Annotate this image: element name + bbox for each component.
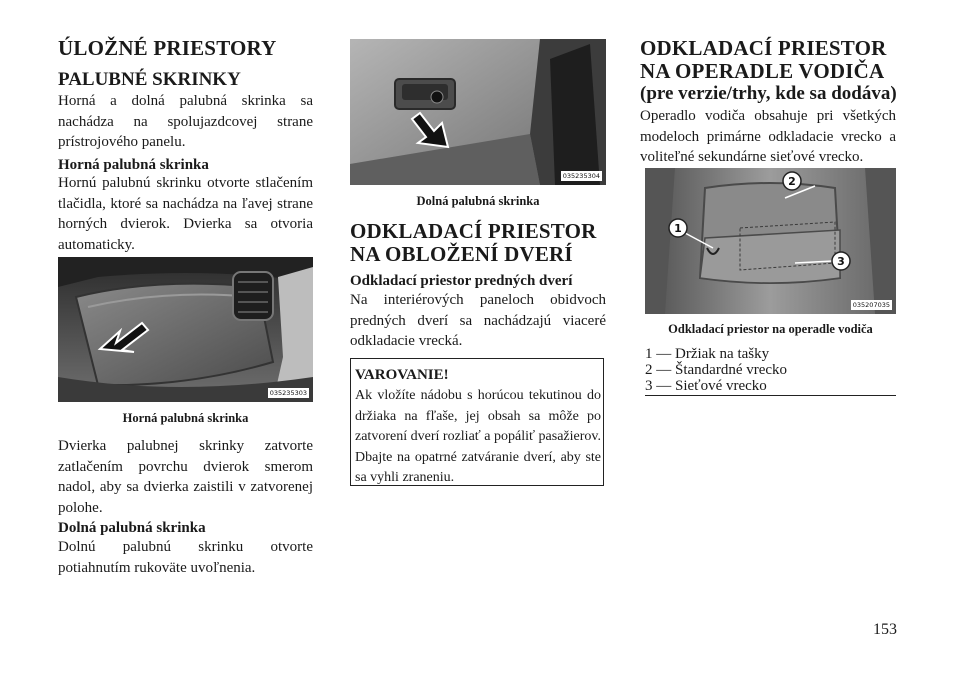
- legend-item-1: 1 — Držiak na tašky: [645, 346, 770, 362]
- lower-glovebox-figure: [350, 39, 606, 185]
- legend-divider: [645, 395, 896, 396]
- lower-glovebox-heading: Dolná palubná skrinka: [58, 520, 206, 536]
- door-storage-title-line2: NA OBLOŽENÍ DVERÍ: [350, 242, 573, 266]
- door-storage-title-line1: ODKLADACÍ PRIESTOR: [350, 219, 597, 243]
- seatback-figure-caption: Odkladací priestor na operadle vodiča: [668, 322, 873, 336]
- intro-text: Horná a dolná palubná skrinka sa nachádza na spolujazdcovej strane prístrojového panelu.: [58, 93, 313, 151]
- seatback-figure: [645, 168, 896, 314]
- seatback-subtitle: (pre verzie/trhy, kde sa dodáva): [640, 83, 897, 104]
- seatback-title-line2: NA OPERADLE VODIČA: [640, 59, 885, 83]
- figure-code: 035235303: [269, 389, 307, 397]
- upper-glovebox-text: Hornú palubnú skrinku otvorte stlačením tlačidla, ktoré sa nachádza na ľavej strane horných dvierok. Dvierka sa otvoria automaticky.: [58, 175, 313, 253]
- callout-1: 1: [674, 222, 682, 235]
- upper-figure-caption: Horná palubná skrinka: [122, 411, 249, 425]
- legend-item-2: 2 — Štandardné vrecko: [645, 362, 788, 378]
- main-title: ÚLOŽNÉ PRIESTORY: [58, 36, 277, 60]
- lower-glovebox-illustration: [350, 39, 606, 185]
- figure-code: 035207035: [852, 301, 890, 309]
- callout-3: 3: [837, 255, 845, 268]
- upper-glovebox-figure: [58, 257, 313, 402]
- section-title: PALUBNÉ SKRINKY: [58, 69, 241, 90]
- lower-glovebox-text: Dolnú palubnú skrinku otvorte potiahnutím rukoväte uvoľnenia.: [58, 539, 313, 576]
- seatback-title-line1: ODKLADACÍ PRIESTOR: [640, 36, 887, 60]
- callout-2: 2: [788, 175, 796, 188]
- warning-text: Ak vložíte nádobu s horúcou tekutinou do držiaka na fľaše, jej obsah sa môže po zatvorení dverí rozliať a popáliť pasažierov. Dbajte na opatrné zatváranie dverí, aby ste sa vyhli zraneniu.: [355, 388, 601, 485]
- page-number: 153: [873, 621, 897, 638]
- upper-glovebox-heading: Horná palubná skrinka: [58, 157, 209, 173]
- lower-figure-caption: Dolná palubná skrinka: [416, 194, 540, 208]
- seatback-illustration: [645, 168, 896, 314]
- warning-box: [350, 358, 604, 486]
- front-door-heading: Odkladací priestor predných dverí: [350, 273, 573, 289]
- seatback-text: Operadlo vodiča obsahuje pri všetkých modeloch primárne odkladacie vrecko a voliteľné sekundárne sieťové vrecko.: [640, 108, 896, 166]
- upper-glovebox-illustration: [58, 257, 313, 402]
- legend-item-3: 3 — Sieťové vrecko: [645, 378, 767, 394]
- close-text: Dvierka palubnej skrinky zatvorte zatlačením povrchu dvierok smerom nadol, aby sa dvierka zaistili v zatvorenej polohe.: [58, 438, 313, 516]
- front-door-text: Na interiérových paneloch obidvoch predných dverí sa nachádzajú viaceré odkladacie vrecká.: [350, 292, 606, 350]
- figure-code: 035235304: [562, 172, 600, 180]
- warning-title: VAROVANIE!: [355, 367, 449, 383]
